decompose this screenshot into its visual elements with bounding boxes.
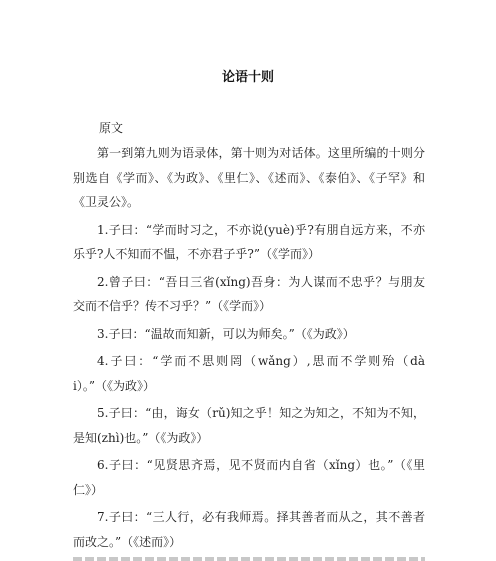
- analects-item-4: 4.子曰：“学而不思则罔（wǎng）,思而不学则殆（dài）。”（《为政》）: [73, 354, 425, 393]
- analects-item-5: 5.子曰：“由，诲女（rǔ)知之乎！知之为知之，不知为不知，是知(zhì)也。”（《为政》）: [73, 406, 425, 445]
- document-title: 论语十则: [221, 70, 274, 85]
- section-heading: 原文: [99, 121, 124, 135]
- analects-item-1: 1.子曰：“学而时习之，不亦说(yuè)乎?有朋自远方来，不亦乐乎?人不知而不愠，不亦君子乎?”（《学而》）: [73, 222, 425, 261]
- analects-item-7: 7.子曰：“三人行，必有我师焉。择其善者而从之，其不善者而改之。”（《述而》）: [73, 510, 425, 549]
- cut-off-next-line: [73, 549, 425, 561]
- document-body: [73, 141, 425, 557]
- analects-item-2: 2.曾子曰：“吾日三省(xǐng)吾身：为人谋而不忠乎？与朋友交而不信乎？传不习乎？”（《学而》）: [73, 274, 425, 313]
- analects-item-3: 3.子曰：“温故而知新，可以为师矣。”（《为政》）: [97, 326, 355, 341]
- intro-paragraph: 第一到第九则为语录体，第十则为对话体。这里所编的十则分别选自《学而》、《为政》、《里仁》、《述而》、《泰伯》、《子罕》和《卫灵公》。: [73, 146, 425, 209]
- analects-item-6: 6.子曰：“见贤思齐焉，见不贤而内自省（xǐng）也。”（《里仁》）: [73, 458, 425, 497]
